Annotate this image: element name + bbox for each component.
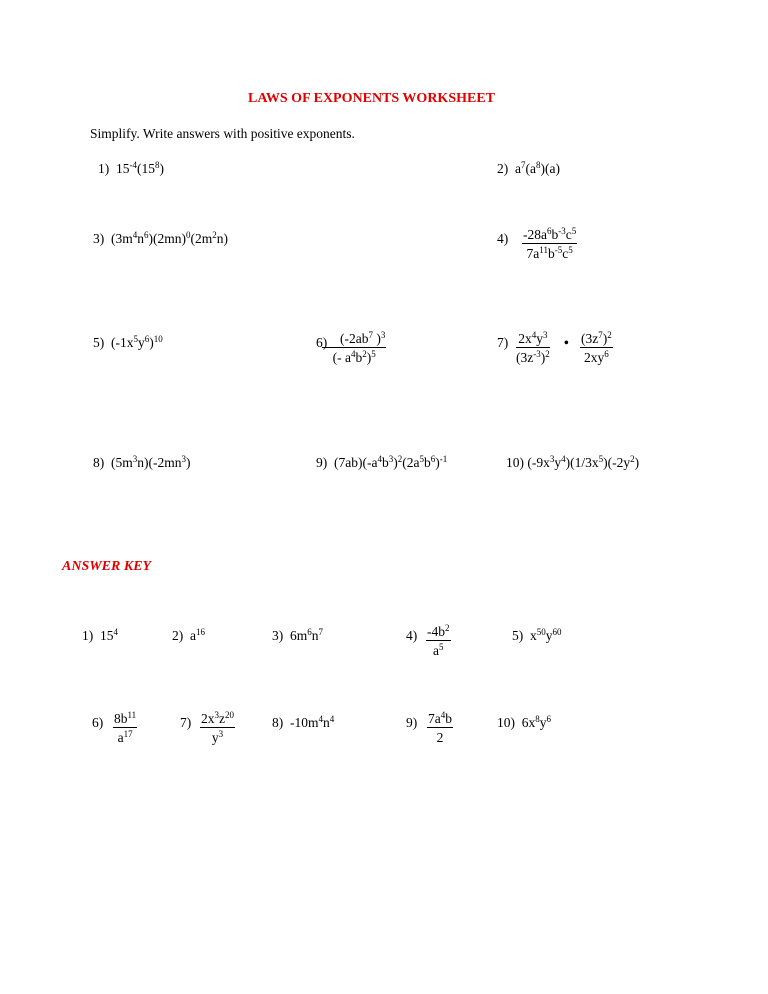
base-text: 6m bbox=[290, 628, 308, 643]
problem-6-fraction bbox=[322, 332, 386, 364]
base-text: b bbox=[355, 349, 363, 365]
exponent: 2 bbox=[545, 348, 550, 359]
exponent: 0 bbox=[186, 230, 191, 240]
exponent: 5 bbox=[568, 244, 573, 255]
base-text: ) bbox=[372, 331, 381, 346]
base-text: -4b bbox=[427, 624, 445, 639]
problem-6-denominator bbox=[322, 348, 386, 365]
exponent: -3 bbox=[533, 348, 541, 359]
answer-4-denominator bbox=[426, 641, 451, 658]
base-text: -28a bbox=[523, 227, 547, 242]
exponent: 6 bbox=[547, 226, 552, 236]
problem-7-numerator-a bbox=[516, 332, 550, 348]
base-text: n) bbox=[216, 231, 228, 246]
answer-6-fraction bbox=[113, 712, 137, 744]
exponent: 2 bbox=[212, 230, 217, 240]
exponent: 2 bbox=[607, 330, 612, 340]
exponent: 5 bbox=[439, 641, 444, 652]
exponent: 7 bbox=[318, 627, 324, 637]
exponent: -3 bbox=[558, 226, 566, 236]
base-text: b bbox=[423, 455, 431, 470]
exponent: 4 bbox=[440, 710, 446, 720]
base-text: )(-2y bbox=[603, 455, 631, 470]
exponent: 2 bbox=[630, 454, 635, 464]
exponent: 10 bbox=[153, 334, 163, 344]
exponent: 60 bbox=[552, 627, 562, 637]
exponent: 4 bbox=[377, 454, 382, 464]
problem-7-fraction-a bbox=[516, 332, 550, 364]
answer-8: 8) $-10m^4n^4$ bbox=[272, 714, 335, 730]
base-text: (-9x bbox=[527, 455, 550, 470]
base-text: a bbox=[190, 628, 196, 643]
answer-key-heading: ANSWER KEY bbox=[62, 559, 152, 574]
base-text: 7a bbox=[428, 711, 441, 726]
answer-9-number: 9) bbox=[406, 715, 418, 730]
exponent: 6 bbox=[604, 348, 609, 359]
base-text: -10m bbox=[290, 715, 319, 730]
base-text: b bbox=[551, 227, 559, 242]
base-text: 2 bbox=[436, 729, 444, 745]
exponent: 2 bbox=[397, 454, 403, 464]
exponent: 5 bbox=[598, 454, 604, 464]
answer-4-numerator bbox=[426, 625, 451, 641]
base-text: n bbox=[137, 231, 144, 246]
answer-1: 1) $15^4$ bbox=[82, 627, 118, 643]
base-text: c bbox=[565, 227, 572, 242]
exponent: 5 bbox=[133, 334, 138, 344]
problem-7-fraction-b bbox=[580, 332, 613, 364]
exponent: 7 bbox=[368, 330, 373, 340]
base-text: n)(-2mn bbox=[137, 455, 182, 470]
base-text: (-2ab bbox=[340, 331, 369, 346]
answer-10: 10) $6x^8y^6$ bbox=[497, 714, 551, 730]
base-text: z bbox=[219, 711, 225, 726]
exponent: 11 bbox=[539, 244, 548, 255]
base-text: 8b bbox=[114, 711, 128, 726]
base-text: (a bbox=[525, 161, 536, 176]
exponent: 50 bbox=[536, 627, 546, 637]
multiply-bullet: • bbox=[564, 335, 569, 350]
base-text: (- a bbox=[332, 349, 351, 365]
base-text: y bbox=[211, 729, 219, 745]
problem-2: 2) $a^7(a^8)(a)$ bbox=[497, 160, 560, 176]
answer-7-fraction bbox=[200, 712, 235, 744]
exponent: 8 bbox=[155, 160, 160, 170]
base-text: ) bbox=[602, 331, 608, 346]
answer-7-numerator bbox=[200, 712, 235, 728]
exponent: 6 bbox=[144, 334, 150, 344]
exponent: 4 bbox=[561, 454, 566, 464]
base-text: a bbox=[433, 642, 439, 658]
exponent: 6 bbox=[307, 627, 312, 637]
exponent: 4 bbox=[132, 230, 138, 240]
answer-7-denominator bbox=[200, 728, 235, 745]
base-text: y bbox=[545, 628, 553, 643]
exponent: 6 bbox=[430, 454, 436, 464]
answer-7-number: 7) bbox=[180, 715, 192, 730]
base-text: y bbox=[138, 335, 145, 350]
base-text: n bbox=[323, 715, 330, 730]
exponent: 8 bbox=[536, 160, 541, 170]
problem-4-numerator bbox=[522, 228, 577, 244]
base-text: (3m bbox=[111, 231, 133, 246]
answer-6-numerator bbox=[113, 712, 137, 728]
base-text: a bbox=[117, 729, 124, 745]
base-text: (-1x bbox=[111, 335, 134, 350]
answer-4-fraction bbox=[426, 625, 451, 657]
base-text: 15 bbox=[100, 628, 114, 643]
problem-4-denominator bbox=[522, 244, 577, 261]
problem-7-numerator-b bbox=[580, 332, 613, 348]
base-text: n bbox=[311, 628, 319, 643]
base-text: ) bbox=[186, 455, 191, 470]
base-text: )(a) bbox=[540, 161, 560, 176]
exponent: -5 bbox=[554, 244, 563, 255]
problem-10: 10) $(-9x^3y^4)(1/3x^5)(-2y^2)$ bbox=[506, 454, 640, 470]
base-text: ) bbox=[366, 349, 372, 365]
base-text: y bbox=[554, 455, 562, 470]
exponent: 7 bbox=[521, 160, 526, 170]
worksheet-title: LAWS OF EXPONENTS WORKSHEET bbox=[248, 91, 496, 106]
base-text: (15 bbox=[137, 161, 155, 176]
base-text: ) bbox=[393, 455, 398, 470]
problem-7-denominator-b bbox=[580, 348, 613, 365]
exponent: 2 bbox=[362, 348, 367, 359]
base-text: ) bbox=[540, 349, 546, 365]
exponent: 4 bbox=[329, 714, 335, 724]
instructions: Simplify. Write answers with positive exponents. bbox=[90, 126, 355, 141]
exponent: 5 bbox=[571, 226, 577, 236]
base-text: y bbox=[539, 715, 547, 730]
exponent: 5 bbox=[371, 348, 376, 359]
exponent: 3 bbox=[132, 454, 138, 464]
problem-8: 8) $(5m^3n)(-2mn^3)$ bbox=[93, 454, 191, 470]
exponent: 3 bbox=[388, 454, 394, 464]
problem-1: 1) $15^{-4}(15^8)$ bbox=[98, 160, 164, 176]
base-text: a bbox=[515, 161, 521, 176]
exponent: 20 bbox=[225, 710, 234, 720]
answer-2: 2) $a^{16}$ bbox=[172, 627, 205, 643]
exponent: 16 bbox=[196, 627, 205, 637]
exponent: 4 bbox=[531, 330, 537, 340]
exponent: 3 bbox=[549, 454, 555, 464]
base-text: b bbox=[381, 455, 389, 470]
exponent: 2 bbox=[445, 623, 450, 633]
base-text: ) bbox=[149, 335, 154, 350]
answer-3: 3) $6m^6n^7$ bbox=[272, 627, 324, 643]
problem-6-number: 6) bbox=[316, 335, 328, 350]
exponent: 4 bbox=[113, 627, 118, 637]
base-text: 6x bbox=[521, 715, 536, 730]
base-text: (7ab)(-a bbox=[334, 455, 378, 470]
base-text: x bbox=[530, 628, 537, 643]
exponent: 3 bbox=[214, 710, 219, 720]
base-text: (2m bbox=[190, 231, 213, 246]
problem-5: 5) $(-1x^5y^6)^{10}$ bbox=[93, 334, 163, 350]
problem-9: 9) $(7ab)(-a^4b^3)^2(2a^5b^6)^{-1}$ bbox=[316, 454, 448, 470]
answer-6-number: 6) bbox=[92, 715, 104, 730]
exponent: 4 bbox=[318, 714, 323, 724]
exponent: 6 bbox=[144, 230, 149, 240]
base-text: c bbox=[562, 245, 569, 261]
base-text: ) bbox=[159, 161, 164, 176]
exponent: 3 bbox=[543, 330, 548, 340]
problem-7-number: 7) bbox=[497, 335, 509, 350]
base-text: ) bbox=[634, 455, 640, 470]
exponent: 8 bbox=[535, 714, 540, 724]
answer-6-denominator bbox=[113, 728, 137, 745]
base-text: b bbox=[547, 245, 555, 261]
exponent: 7 bbox=[598, 330, 603, 340]
answer-4-number: 4) bbox=[406, 628, 418, 643]
answer-9-denominator bbox=[427, 728, 453, 745]
exponent: 5 bbox=[419, 454, 424, 464]
base-text: (3z bbox=[581, 331, 599, 346]
answer-9-fraction bbox=[427, 712, 453, 744]
exponent: 3 bbox=[218, 728, 224, 739]
base-text: 2x bbox=[518, 331, 532, 346]
exponent: 3 bbox=[380, 330, 386, 340]
base-text: (3z bbox=[516, 349, 534, 365]
base-text: 2xy bbox=[584, 349, 605, 365]
answer-9-numerator bbox=[427, 712, 453, 728]
problem-4-number: 4) bbox=[497, 231, 509, 246]
exponent: 11 bbox=[127, 710, 137, 720]
problem-7-denominator-a bbox=[516, 348, 550, 365]
base-text: )(2mn) bbox=[148, 231, 186, 246]
problem-4-fraction bbox=[522, 228, 577, 260]
base-text: )(1/3x bbox=[565, 455, 599, 470]
base-text: 7a bbox=[526, 245, 540, 261]
exponent: 6 bbox=[546, 714, 551, 724]
base-text: (5m bbox=[111, 455, 133, 470]
problem-6-numerator bbox=[322, 332, 386, 348]
exponent: -4 bbox=[129, 160, 137, 170]
base-text: (2a bbox=[402, 455, 420, 470]
base-text: ) bbox=[435, 455, 440, 470]
exponent: 3 bbox=[181, 454, 186, 464]
answer-5: 5) $x^{50}y^{60}$ bbox=[512, 627, 562, 643]
base-text: 2x bbox=[201, 711, 215, 726]
exponent: 17 bbox=[123, 728, 133, 739]
base-text: 15 bbox=[116, 161, 130, 176]
base-text: b bbox=[445, 711, 452, 726]
exponent: -1 bbox=[439, 454, 448, 464]
problem-3: 3) $(3m^4n^6)(2mn)^0(2m^2n)$ bbox=[93, 230, 228, 246]
exponent: 4 bbox=[350, 348, 356, 359]
base-text: y bbox=[536, 331, 543, 346]
